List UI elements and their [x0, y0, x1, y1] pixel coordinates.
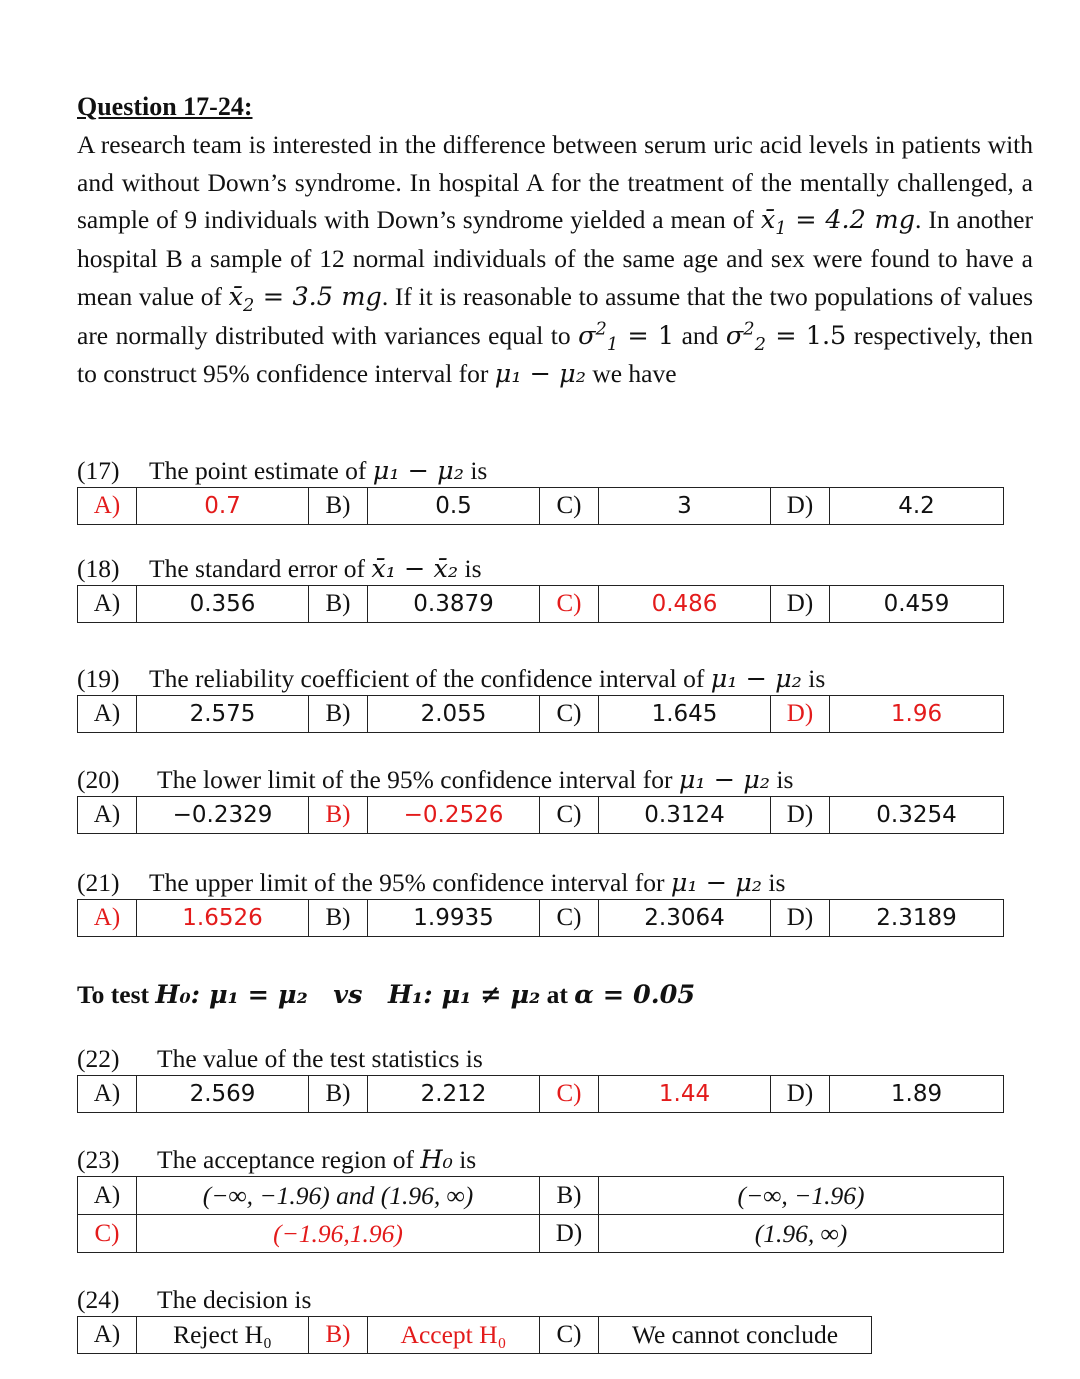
option-b-value[interactable]: Accept H₀ [368, 1317, 540, 1354]
option-b-label[interactable]: B) [309, 797, 368, 834]
question-22 [77, 1043, 1035, 1113]
option-b-label[interactable]: B) [540, 1177, 599, 1215]
question-20 [77, 764, 1035, 834]
question-18 [77, 553, 1035, 623]
option-a-value[interactable]: −0.2329 [137, 797, 309, 834]
question-number: (24) [77, 1285, 120, 1314]
option-c-label[interactable]: C) [540, 696, 599, 733]
options-table [77, 1316, 872, 1354]
question-stem: (18) The standard error of x̄₁ − x̄₂ is [77, 554, 482, 584]
question-number: (22) [77, 1044, 120, 1073]
question-number: (19) [77, 664, 120, 693]
question-stem: (22) The value of the test statistics is [77, 1044, 483, 1073]
question-21 [77, 867, 1035, 937]
option-b-value[interactable]: (−∞, −1.96) [599, 1177, 1004, 1215]
intro-text-2: . In another hospital B a sample of 12 normal individuals of the same age and sex were found to have a mean value of [77, 205, 1033, 311]
question-number: (23) [77, 1145, 120, 1174]
option-c-value[interactable]: 2.3064 [599, 900, 771, 937]
options-table [77, 1075, 1004, 1113]
option-d-label[interactable]: D) [771, 586, 830, 623]
options-table [77, 695, 1004, 733]
option-d-label[interactable]: D) [771, 488, 830, 525]
option-b-label[interactable]: B) [309, 586, 368, 623]
option-a-label[interactable]: A) [78, 1076, 137, 1113]
variance1-symbol: $\sigma^2_1 = 1$ [578, 318, 675, 355]
question-24 [77, 1284, 1035, 1354]
options-table [77, 899, 1004, 937]
xbar2-symbol: $x̄_2 = 3.5$ mg [228, 281, 382, 316]
option-d-value[interactable]: 0.3254 [830, 797, 1004, 834]
option-d-label[interactable]: D) [771, 797, 830, 834]
question-number: (17) [77, 456, 120, 485]
variance2-symbol: $\sigma^2_2 = 1.5$ [725, 318, 847, 355]
option-a-label[interactable]: A) [78, 900, 137, 937]
question-stem: (21) The upper limit of the 95% confidence interval for μ₁ − μ₂ is [77, 868, 786, 898]
option-b-value[interactable]: 2.055 [368, 696, 540, 733]
option-d-value[interactable]: 1.89 [830, 1076, 1004, 1113]
hypothesis-statement: To test H₀: μ₁ = μ₂ vs H₁: μ₁ ≠ μ₂ at α = 0.05 [77, 980, 696, 1010]
option-b-label[interactable]: B) [309, 488, 368, 525]
option-c-value[interactable]: (−1.96,1.96) [137, 1215, 540, 1253]
options-table [77, 585, 1004, 623]
option-d-value[interactable]: 1.96 [830, 696, 1004, 733]
question-17 [77, 455, 1035, 525]
question-number: (18) [77, 554, 120, 583]
option-c-label[interactable]: C) [540, 1076, 599, 1113]
exam-page [77, 92, 1035, 394]
intro-text-4: and [674, 320, 726, 350]
option-d-value[interactable]: 4.2 [830, 488, 1004, 525]
option-b-label[interactable]: B) [309, 1076, 368, 1113]
option-c-value[interactable]: 3 [599, 488, 771, 525]
intro-text-6: we have [585, 359, 677, 389]
options-table [77, 796, 1004, 834]
question-number: (21) [77, 868, 120, 897]
question-stem: (24) The decision is [77, 1285, 312, 1314]
option-c-value[interactable]: 0.3124 [599, 797, 771, 834]
options-table [77, 487, 1004, 525]
question-stem: (20) The lower limit of the 95% confidence interval for μ₁ − μ₂ is [77, 765, 794, 795]
option-a-label[interactable]: A) [78, 1177, 137, 1215]
option-c-value[interactable]: 1.44 [599, 1076, 771, 1113]
option-d-label[interactable]: D) [771, 696, 830, 733]
question-stem: (17) The point estimate of μ₁ − μ₂ is [77, 456, 488, 486]
option-d-value[interactable]: (1.96, ∞) [599, 1215, 1004, 1253]
options-table [77, 1176, 1004, 1253]
option-a-value[interactable]: (−∞, −1.96) and (1.96, ∞) [137, 1177, 540, 1215]
option-b-label[interactable]: B) [309, 900, 368, 937]
question-number: (20) [77, 765, 120, 794]
option-d-label[interactable]: D) [771, 1076, 830, 1113]
option-b-value[interactable]: 1.9935 [368, 900, 540, 937]
option-a-label[interactable]: A) [78, 696, 137, 733]
question-23 [77, 1144, 1035, 1253]
option-a-label[interactable]: A) [78, 797, 137, 834]
option-a-value[interactable]: 2.569 [137, 1076, 309, 1113]
option-c-label[interactable]: C) [78, 1215, 137, 1253]
option-c-label[interactable]: C) [540, 1317, 599, 1354]
question-heading: Question 17-24: [77, 92, 253, 121]
intro-text-3: . If it is reasonable to assume that the two populations of values are normally distributed with variances equal to [77, 281, 1034, 350]
intro-text-5: respectively, then to construct 95% confidence interval for [77, 320, 1034, 389]
option-b-value[interactable]: 0.5 [368, 488, 540, 525]
question-intro [77, 126, 1033, 394]
option-a-label[interactable]: A) [78, 586, 137, 623]
option-c-label[interactable]: C) [540, 586, 599, 623]
option-a-value[interactable]: 2.575 [137, 696, 309, 733]
mu-diff-symbol: μ₁ − μ₂ [494, 359, 586, 390]
option-a-label[interactable]: A) [78, 488, 137, 525]
option-a-value[interactable]: 1.6526 [137, 900, 309, 937]
option-c-label[interactable]: C) [540, 488, 599, 525]
option-a-value[interactable]: Reject H₀ [137, 1317, 309, 1354]
question-19 [77, 663, 1035, 733]
option-b-value[interactable]: 2.212 [368, 1076, 540, 1113]
intro-text-1: A research team is interested in the difference between serum uric acid levels in patients with and without Down’s syndrome. In hospital A for the treatment of the mentally challenged, a sample of 9 individuals with Down’s syndrome yielded a mean of [77, 130, 1033, 235]
option-b-label[interactable]: B) [309, 1317, 368, 1354]
option-c-value[interactable]: 0.486 [599, 586, 771, 623]
option-a-value[interactable]: 0.7 [137, 488, 309, 525]
option-c-value[interactable]: We cannot conclude [599, 1317, 872, 1354]
option-d-value[interactable]: 2.3189 [830, 900, 1004, 937]
option-c-label[interactable]: C) [540, 797, 599, 834]
question-stem: (19) The reliability coefficient of the confidence interval of μ₁ − μ₂ is [77, 664, 826, 694]
option-b-label[interactable]: B) [309, 696, 368, 733]
option-c-value[interactable]: 1.645 [599, 696, 771, 733]
option-d-value[interactable]: 0.459 [830, 586, 1004, 623]
option-d-label[interactable]: D) [540, 1215, 599, 1253]
xbar1-symbol: $x̄_1 = 4.2$ mg [760, 205, 916, 240]
option-c-label[interactable]: C) [540, 900, 599, 937]
option-d-label[interactable]: D) [771, 900, 830, 937]
option-a-value[interactable]: 0.356 [137, 586, 309, 623]
option-b-value[interactable]: 0.3879 [368, 586, 540, 623]
option-b-value[interactable]: −0.2526 [368, 797, 540, 834]
question-stem: (23) The acceptance region of H₀ is [77, 1145, 477, 1175]
option-a-label[interactable]: A) [78, 1317, 137, 1354]
